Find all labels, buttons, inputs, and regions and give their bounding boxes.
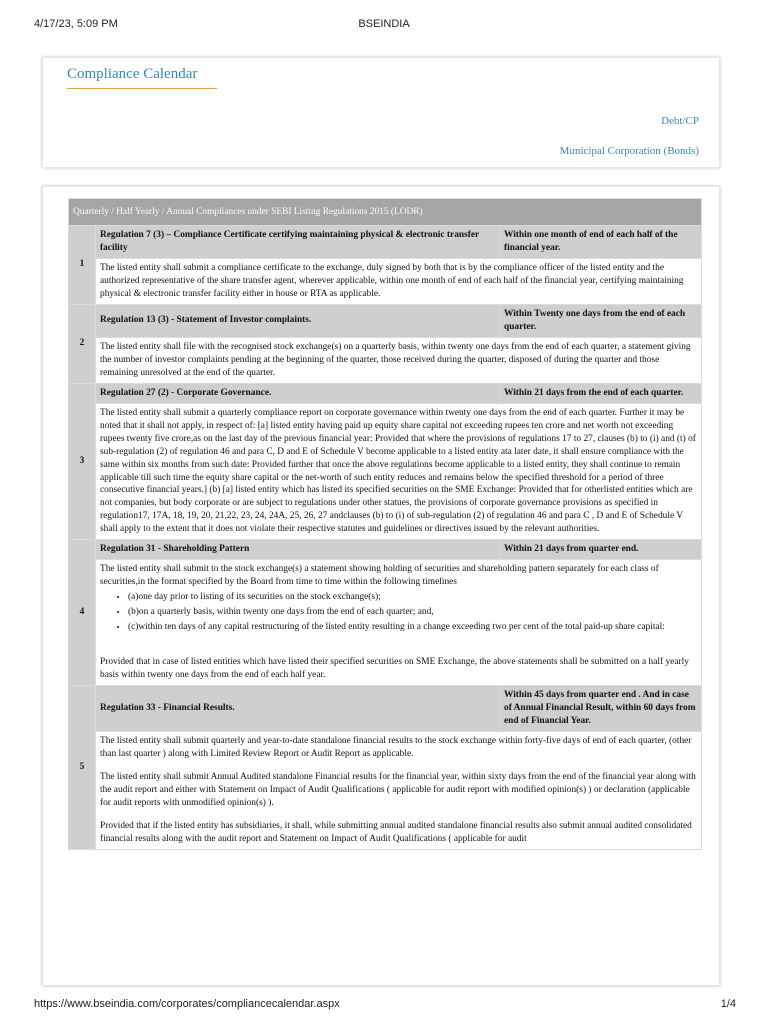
regulation-description (96, 337, 702, 383)
regulation-title: Regulation 13 (3) - Statement of Investor complaints. (96, 304, 500, 337)
municipal-bonds-link[interactable]: Municipal Corporation (Bonds) (559, 145, 699, 157)
description-paragraph: The listed entity shall submit a compliance certificate to the exchange, duly signed by both that is by the compliance officer of the listed entity and the authorized representative of the share transfer agent, wherever applicable, within one month of end of each half of the financial year, certifying maintaining physical & electronic transfer facility either in house or RTA as applicable. (100, 262, 684, 299)
regulation-title: Regulation 27 (2) - Corporate Governance. (96, 383, 500, 403)
page-url: https://www.bseindia.com/corporates/compliancecalendar.aspx (34, 998, 340, 1010)
compliance-calendar-card (42, 57, 720, 168)
due-date: Within 21 days from quarter end. (500, 540, 702, 560)
description-paragraph: The listed entity shall submit to the stock exchange(s) a statement showing holding of securities and shareholding pattern separately for each class of securities,in the format specified by the Board from time to time within the following timelines (100, 564, 659, 588)
list-item: • (b)on a quarterly basis, within twenty one days from the end of each quarter; and, (128, 606, 697, 619)
regulation-title: Regulation 7 (3) – Compliance Certificate certifying maintaining physical & electronic transfer facility (96, 226, 500, 259)
description-paragraph: The listed entity shall file with the recognised stock exchange(s) on a quarterly basis, within twenty one days from the end of each quarter, a statement giving the number of investor complaints pending at the beginning of the quarter, those received during the quarter, disposed of during the quarter and those remaining unresolved at the end of the quarter. (100, 341, 691, 378)
timeline-list (100, 591, 697, 634)
regulation-description (96, 732, 702, 850)
table-row-detail (69, 403, 702, 540)
regulation-description (96, 258, 702, 304)
table-row-detail (69, 560, 702, 686)
description-paragraph: The listed entity shall submit a quarterly compliance report on corporate governance within twenty one days from the end of each quarter. Further it may be noted that it shall not apply, in respect of: [a] listed entity having paid up equity share capital not exceeding rupees ten crore and net worth not exceeding rupees twenty five crore,as on the last day of the previous financial year: Provided that where the provisions of regulations 17 to 27, clauses (b) to (i) and (t) of sub-regulation (2) of regulation 46 and para C, D and E of Schedule V become applicable to a listed entity ata later date, it shall ensure compliance with the same within six months from such date: Provided further that once the above regulations become applicable to a listed entity, they shall continue to remain applicable till such time the equity share capital or the net-worth of such entity reduces and remains below the specified threshold for a period of three consecutive financial years.] (b) [a] listed entity which has listed its specified securities on the SME Exchange: Provided that for otherlisted entities which are not companies, but body corporate or are subject to regulations under other statues, the provisions of corporate governance provisions as specified in regulation17, 17A, 18, 19, 20, 21,22, 23, 24, 24A, 25, 26, 27 andclauses (b) to (i) of sub-regulation (2) of regulation 46 and para C , D and E of Schedule V shall apply to the extent that it does not violate their respective statutes and guidelines or directives issued by the relevant authorities. (100, 407, 696, 535)
regulation-title: Regulation 31 - Shareholding Pattern (96, 540, 500, 560)
page-number: 1/4 (720, 998, 736, 1010)
due-date: Within Twenty one days from the end of each quarter. (500, 304, 702, 337)
regulation-description (96, 403, 702, 540)
band-title: Quarterly / Half Yearly / Annual Compliances under SEBI Listing Regulations 2015 (LODR) (69, 199, 702, 226)
description-paragraph: The listed entity shall submit Annual Audited standalone Financial results for the financial year, within sixty days from the end of the financial year along with the audit report and either with Statement on Impact of Audit Qualifications ( applicable for audit report with modified opinion(s) ) or declaration (applicable for audit reports with unmodified opinion(s) ). (100, 771, 696, 808)
title-underline (67, 88, 217, 89)
page-title: Compliance Calendar (67, 66, 198, 82)
row-number: 3 (69, 383, 96, 540)
print-date: 4/17/23, 5:09 PM (34, 18, 118, 30)
regulations-card (42, 186, 720, 986)
regulation-description (96, 560, 702, 686)
list-item: • (c)within ten days of any capital restructuring of the listed entity resulting in a change exceeding two per cent of the total paid-up share capital: (128, 621, 697, 634)
print-footer (0, 988, 768, 1018)
table-row-detail (69, 337, 702, 383)
table-row (69, 540, 702, 560)
table-row-detail (69, 732, 702, 850)
due-date: Within 21 days from the end of each quarter. (500, 383, 702, 403)
print-header (0, 0, 768, 46)
row-number: 5 (69, 686, 96, 850)
table-row (69, 304, 702, 337)
description-paragraph: The listed entity shall submit quarterly and year-to-date standalone financial results to the stock exchange within forty-five days of end of each quarter, (other than last quarter ) along with Limited Review Report or Audit Report as applicable. (100, 736, 692, 759)
table-band-header (69, 199, 702, 226)
list-item: • (a)one day prior to listing of its securities on the stock exchange(s); (128, 591, 697, 604)
description-paragraph: Provided that if the listed entity has subsidiaries, it shall, while submitting annual audited standalone financial results also submit annual audited consolidated financial results along with the audit report and Statement on Impact of Audit Qualifications ( applicable for audit (100, 820, 692, 844)
row-number: 4 (69, 540, 96, 686)
regulations-table (68, 198, 702, 850)
due-date: Within 45 days from quarter end . And in case of Annual Financial Result, within 60 days from end of Financial Year. (500, 686, 702, 732)
table-row-detail (69, 258, 702, 304)
regulation-title: Regulation 33 - Financial Results. (96, 686, 500, 732)
print-site-title: BSEINDIA (358, 18, 410, 30)
row-number: 2 (69, 304, 96, 383)
debt-cp-link[interactable]: Debt/CP (661, 115, 699, 127)
table-row (69, 686, 702, 732)
table-row (69, 226, 702, 259)
row-number: 1 (69, 226, 96, 305)
due-date: Within one month of end of each half of the financial year. (500, 226, 702, 259)
description-paragraph: Provided that in case of listed entities which have listed their specified securities on SME Exchange, the above statements shall be submitted on a half yearly basis within twenty one days from the end of each half year. (100, 657, 689, 681)
table-row (69, 383, 702, 403)
